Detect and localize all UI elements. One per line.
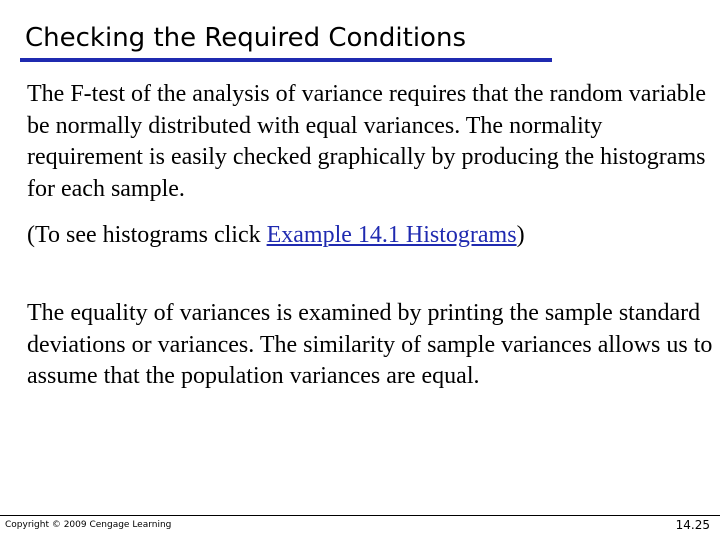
footer-divider bbox=[0, 515, 720, 516]
paragraph-f-test: The F-test of the analysis of variance requires that the random variable be normally distributed with equal variances. The normality requirement is easily checked graphically by producing the histograms for each sample. bbox=[27, 81, 707, 202]
histograms-note-prefix: (To see histograms click bbox=[27, 222, 267, 248]
slide-number: 14.25 bbox=[675, 518, 710, 532]
histograms-link[interactable]: Example 14.1 Histograms bbox=[266, 222, 517, 248]
histograms-note-suffix: ) bbox=[516, 222, 525, 248]
paragraph-equality-variances: The equality of variances is examined by printing the sample standard deviations or variances. The similarity of sample variances allows us to assume that the population variances are equal. bbox=[27, 300, 713, 389]
copyright-text: Copyright © 2009 Cengage Learning bbox=[5, 520, 172, 530]
slide-title: Checking the Required Conditions bbox=[25, 23, 466, 53]
histograms-note bbox=[27, 220, 720, 252]
title-underline bbox=[20, 58, 552, 62]
